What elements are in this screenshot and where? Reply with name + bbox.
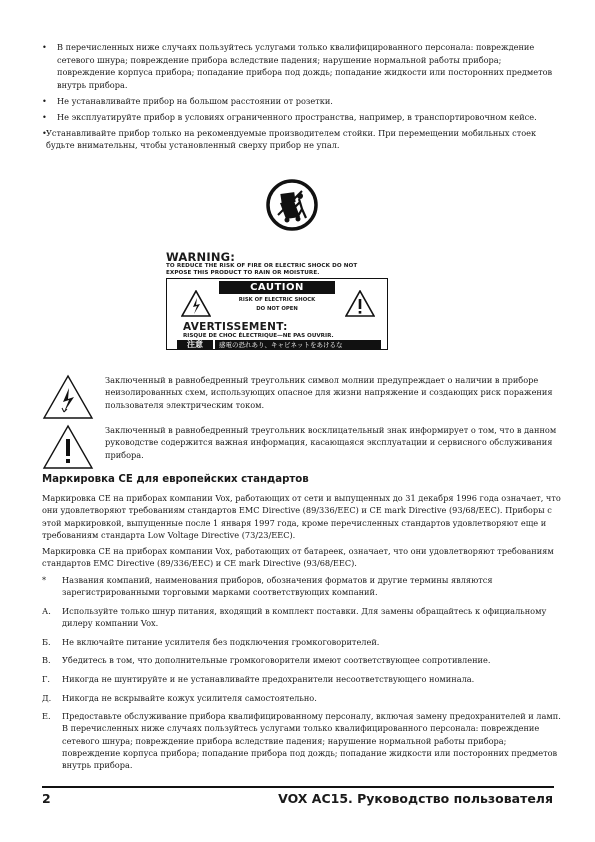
japanese-warning-label: 注意 — [177, 340, 213, 350]
section-title: Маркировка CE для европейских стандартов — [42, 474, 309, 485]
list-item — [42, 710, 562, 771]
symbol-note-text: Заключенный в равнобедренный треугольник восклицательный знак информирует о том, что в данном руководстве содержится важная информация, касающаяся эксплуатации и сервисного обслуживания прибора. — [105, 425, 557, 460]
bullet-text: В перечисленных ниже случаях пользуйтесь услугами только квалифицированного персонала: повреждение сетевого шнура; повреждение прибора вследствие падения; нарушение нормальной работы прибора; повреждение корпуса прибора; попадание прибора под дождь; попадание жидкости или посторонних предметов внутрь прибора. — [57, 42, 553, 90]
list-item-label: Б. — [42, 636, 51, 647]
list-item — [42, 692, 562, 704]
list-item-label: А. — [42, 605, 51, 616]
symbol-note-text: Заключенный в равнобедренный треугольник символ молнии предупреждает о наличии в приборе неизолированных схем, использующих опасное для жизни напряжение и создающих риск поражения пользователя электрическим током. — [105, 375, 553, 410]
bullet-mark: • — [42, 111, 47, 122]
bullet-text: Не эксплуатируйте прибор в условиях ограниченного пространства, например, в транспортировочном кейсе. — [57, 111, 537, 122]
avertissement-title: AVERTISSEMENT: — [183, 321, 288, 333]
list-item-text: Никогда не шунтируйте и не устанавливайте предохранители несоответствующего номинала. — [62, 673, 475, 684]
list-item-label: Д. — [42, 692, 52, 703]
list-item-text: Предоставьте обслуживание прибора квалифицированному персоналу, включая замену предохранителей и ламп. В перечисленных ниже случаях пользуйтесь услугами только квалифицированного персонала: повреждение сетевого шнура; повреждение прибора вследствие падения; нарушение нормальной работы прибора; повреждение корпуса прибора; попадание прибора под дождь; попадание жидкости или посторонних предметов внутрь прибора. — [62, 711, 561, 771]
bullet-text: Не устанавливайте прибор на большом расстоянии от розетки. — [57, 95, 333, 106]
cart-tipover-warning-icon — [266, 179, 318, 231]
list-item — [42, 605, 562, 630]
symbol-note-exclamation — [42, 424, 562, 470]
bullet-mark: • — [42, 127, 47, 138]
list-item-label: * — [42, 575, 47, 585]
list-item-text: Не включайте питание усилителя без подключения громкоговорителей. — [62, 636, 380, 647]
list-item-label: Е. — [42, 711, 51, 722]
bullet-mark: • — [42, 42, 47, 52]
warning-line-1: TO REDUCE THE RISK OF FIRE OR ELECTRIC SHOCK DO NOT — [166, 263, 358, 269]
footer-divider — [42, 786, 554, 788]
lightning-triangle-icon — [181, 290, 211, 317]
manual-title: VOX AC15. Руководство пользователя — [278, 791, 553, 806]
page-number: 2 — [42, 791, 51, 806]
bullet-item — [42, 95, 562, 108]
avertissement-subtitle: RISQUE DE CHOC ÉLECTRIQUE—NE PAS OUVRIR. — [183, 333, 334, 339]
lightning-triangle-icon — [42, 374, 94, 420]
bullet-item — [42, 127, 562, 152]
exclamation-triangle-icon — [42, 424, 94, 470]
list-item-text: Убедитесь в том, что дополнительные громкоговорители имеют соответствующее сопротивление. — [62, 655, 491, 666]
caution-line-1: RISK OF ELECTRIC SHOCK — [238, 297, 316, 303]
caution-box — [166, 278, 388, 350]
warning-label — [166, 250, 388, 349]
ce-paragraph-1: Маркировка CE на приборах компании Vox, работающих от сети и выпущенных до 31 декабря 1996 года означает, что они удовлетворяют требованиям стандартов EMC Directive (89/336/EEC) и CE mark Directive (93/68/EEC). Приборы с этой маркировкой, выпущенные после 1 января 1997 года, кроме перечисленных стандартов удовлетворяют еще и требованиям стандарта Low Voltage Directive (73/23/EEC). — [42, 493, 561, 540]
list-item-text: Никогда не вскрывайте кожух усилителя самостоятельно. — [62, 692, 317, 703]
list-item-text: Используйте только шнур питания, входящий в комплект поставки. Для замены обращайтесь к официальному дилеру компании Vox. — [62, 605, 547, 629]
list-item — [42, 673, 562, 685]
safety-bullets — [42, 41, 562, 155]
warning-line-2: EXPOSE THIS PRODUCT TO RAIN OR MOISTURE. — [166, 270, 320, 276]
instructions-list — [42, 574, 562, 778]
bullet-item — [42, 41, 562, 91]
list-item — [42, 574, 562, 599]
list-item — [42, 654, 562, 666]
caution-heading: CAUTION — [219, 281, 335, 294]
list-item-label: В. — [42, 655, 51, 666]
caution-line-2: DO NOT OPEN — [256, 306, 298, 312]
list-item-text: Названия компаний, наименования приборов, обозначения форматов и другие термины являются зарегистрированными торговыми марками соответствующих компаний. — [62, 575, 493, 598]
japanese-warning-text: 感電の恐れあり、キャビネットをあけるな — [215, 340, 381, 350]
list-item-label: Г. — [42, 673, 51, 684]
list-item — [42, 636, 562, 648]
ce-paragraph-2: Маркировка CE на приборах компании Vox, работающих от батареек, означает, что они удовлетворяют требованиям стандартов EMC Directive (89/336/EEC) и CE mark Directive (93/68/EEC). — [42, 546, 554, 569]
exclamation-triangle-icon — [345, 290, 375, 317]
bullet-item — [42, 111, 562, 124]
japanese-warning — [177, 340, 381, 350]
warning-title: WARNING: — [166, 250, 236, 264]
symbol-note-lightning — [42, 374, 562, 420]
bullet-text: Устанавливайте прибор только на рекомендуемые производителем стойки. При перемещении мобильных стоек будьте внимательны, чтобы установленный сверху прибор не упал. — [46, 127, 537, 150]
bullet-mark: • — [42, 95, 47, 106]
